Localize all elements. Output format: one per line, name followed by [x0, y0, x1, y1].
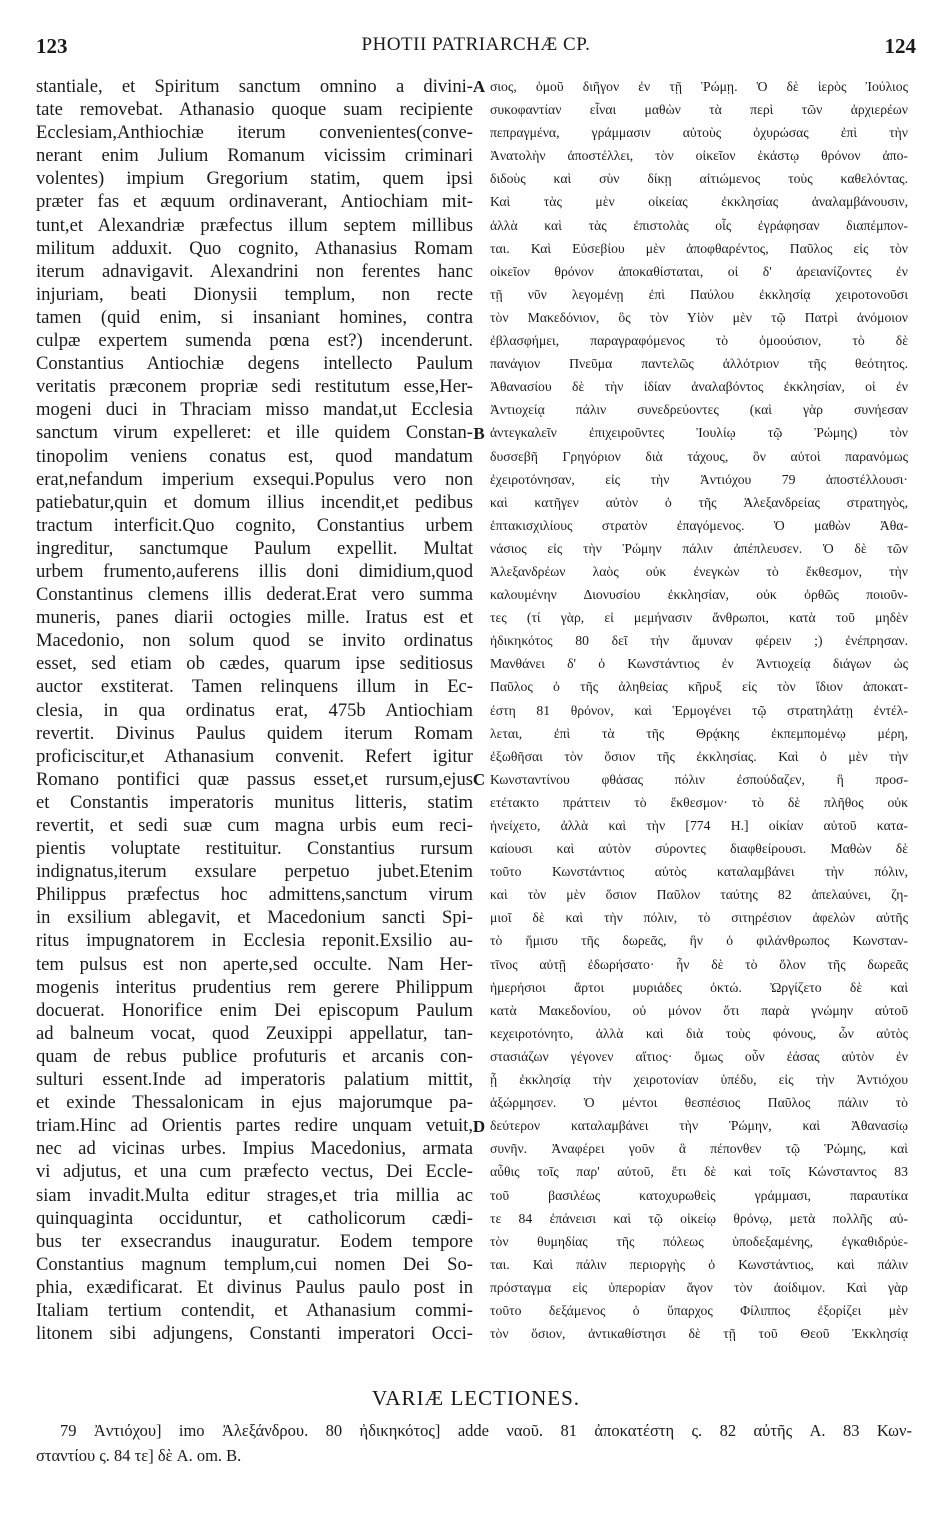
greek-text-line: Κωνσταντίνου φθάσας πόλιν ἐσπούδαζεν, ἣ προσ- — [490, 771, 908, 787]
greek-text-line: ται. Καὶ πάλιν περιοργὴς ὁ Κωνστάντιος, καὶ πάλιν — [490, 1256, 908, 1272]
latin-text-line: litonem sibi adjungens, Constanti imperatori Occi- — [36, 1323, 473, 1345]
greek-text-line: τῇ νῦν λεγομένῃ ἐπὶ Παύλου ἐκκλησίᾳ χειροτονοῦσι — [490, 286, 908, 302]
greek-text-line: αὖθις τοῖς παρ' αὐτοῦ, ἔτι δὲ καὶ τοῖς Κώνσταντος 83 — [490, 1164, 908, 1180]
margin-markers — [468, 0, 490, 1540]
greek-column — [490, 75, 908, 1345]
greek-text-line: νάσιος εἰς τὴν Ῥώμην πάλιν ἀπέπλευσεν. Ὁ δὲ τῶν — [490, 540, 908, 556]
latin-text-line: culpæ expertem sumenda pœna est?) incenderunt. — [36, 330, 473, 352]
latin-text-line: sanctum virum expelleret: et ille quidem Constan- — [36, 422, 473, 444]
latin-text-line: quinquaginta occiduntur, et catholicorum cædi- — [36, 1207, 473, 1229]
page-number-left: 123 — [36, 34, 68, 58]
latin-text-line: mogenis interitus prudentius rem gerere Philippum — [36, 976, 473, 998]
latin-text-line: phia, exædificarat. Et divinus Paulus paulo post in — [36, 1276, 473, 1298]
latin-text-line: siam invadit.Multa editur strages,et tria millia ac — [36, 1184, 473, 1206]
greek-text-line: οἰκεῖον θρόνον ἀποκαθίσταται, οἱ δ' ἀρειανίζοντες ἐν — [490, 263, 908, 279]
latin-text-line: sulturi essent.Inde ad imperatoris palatium mittit, — [36, 1069, 473, 1091]
variae-lectiones-notes — [36, 1418, 912, 1468]
latin-text-line: tamen (quid enim, si insaniant homines, contra — [36, 306, 473, 328]
latin-text-line: bus ter exsecrandus inauguratur. Eodem tempore — [36, 1230, 473, 1252]
latin-text-line: tate removebat. Athanasio quoque suam recipiente — [36, 99, 473, 121]
latin-text-line: tinopolim veniens conatus est, quod mandatum — [36, 445, 473, 467]
greek-text-line: ἐχειροτόνησαν, εἰς τὴν Ἀντιόχου 79 ἀποστέλλουσι· — [490, 471, 908, 487]
latin-text-line: ritus impugnatorem in Ecclesia reponit.Exsilio au- — [36, 930, 473, 952]
greek-text-line: Ἀντιοχείᾳ πάλιν συνεδρεύοντες (καὶ γὰρ συνήεσαν — [490, 402, 908, 418]
greek-text-line: ετέτακτο πράττειν τὸ ἔκθεσμον· τὸ δὲ πλῆθος οὐκ — [490, 794, 908, 810]
greek-text-line: καίουσι καὶ αὐτὸν σύροντες διαφθείρουσι. Μαθὼν δὲ — [490, 841, 908, 857]
greek-text-line: ἠνείχετο, ἀλλὰ καὶ τὴν [774 H.] οἰκίαν αὐτοῦ κατα- — [490, 818, 908, 833]
greek-text-line: κατὰ Μακεδονίου, οὐ μόνον ὅτι παρὰ γνώμην αὐτοῦ — [490, 1002, 908, 1018]
greek-text-line: ἐβλασφήμει, παραγραφόμενος τὸ ὁμοούσιον, τὸ δὲ — [490, 333, 908, 349]
variae-lectiones-title: VARIÆ LECTIONES. — [371, 1386, 581, 1410]
latin-text-line: militum adduxit. Quo cognito, Athanasius Romam — [36, 237, 473, 259]
latin-text-line: injuriam, beati Dionysii templum, non recte — [36, 283, 473, 305]
latin-text-line: pientis voluptate restituitur. Constantius rursum — [36, 838, 473, 860]
latin-text-line: mogeni duci in Thraciam misso mandat,ut Ecclesia — [36, 399, 473, 421]
greek-text-line: ἠδικηκότος 80 δεῖ τὴν ἄμυναν φέρειν ;) ἐνέπρησαν. — [490, 633, 908, 649]
latin-text-line: ad balneum vocat, quod Zeuxippi appellatur, tan- — [36, 1022, 473, 1044]
latin-text-line: triam.Hinc ad Orientis partes redire unquam vetuit, — [36, 1115, 473, 1137]
greek-text-line: στασιάζων γέγονεν αἴτιος· ὅμως οὖν ἐάσας αὐτὸν ἐν — [490, 1048, 908, 1064]
latin-text-line: muneris, panes diarii octogies mille. Iratus est et — [36, 607, 473, 629]
variant-note-line: 79 Ἀντιόχου] imo Ἀλεξάνδρου. 80 ἠδικηκότος] adde ναοῦ. 81 ἀποκατέστη ς. 82 αὐτῆς A. 83 Κων- — [60, 1421, 912, 1440]
greek-text-line: Ἀθανασίου δὲ τὴν ἰδίαν ἀναλαβόντος ἐκκλησίαν, οἱ ἐν — [490, 379, 908, 395]
section-marker: D — [472, 1116, 486, 1136]
greek-text-line: τε 84 ἐπάνεισι καὶ τῷ οἰκείῳ θρόνῳ, μετὰ πολλῆς αὐ- — [490, 1210, 908, 1226]
latin-text-line: revertit. Divinus Paulus quidem iterum Romam — [36, 722, 473, 744]
latin-text-line: Constantius Antiochiæ degens intellecto Paulum — [36, 353, 473, 375]
latin-text-line: et Constantis imperatoris munitus litteris, statim — [36, 791, 473, 813]
greek-text-line: τοῦτο Κωνστάντιος αὐτὸς καταλαμβάνει τὴν πόλιν, — [490, 864, 908, 880]
latin-text-line: Ecclesiam,Anthiochiæ iterum convenientes(conve- — [36, 122, 473, 144]
latin-text-line: Constantinus clemens illis dederat.Erat vero summa — [36, 584, 473, 606]
latin-text-line: tractum interficit.Quo cognito, Constantius urbem — [36, 514, 473, 536]
latin-text-line: proficiscitur,et Athanasium convenit. Refert igitur — [36, 745, 473, 767]
greek-text-line: τὸν ὅσιον, ἀντικαθίστησι δὲ τῇ τοῦ Θεοῦ Ἐκκλησίᾳ — [490, 1326, 908, 1342]
greek-text-line: διδοὺς καὶ σὺν δίκῃ αἰτιώμενος τοὺς καθελόντας. — [490, 171, 908, 187]
latin-text-line: veritatis præconem propriæ sedi restitutum esse,Her- — [36, 376, 473, 398]
greek-text-line: συκοφαντίαν εἶναι μαθὼν τὰ περὶ τῶν ἀρχιερέων — [490, 102, 908, 118]
greek-text-line: έστη 81 θρόνον, καὶ Ἑρμογένει τῷ στρατηλάτῃ ἐντέλ- — [490, 702, 908, 718]
greek-text-line: Ἀλεξανδρέων λαὸς οὐκ ἐνεγκὼν τὸ ἔκθεσμον, τὴν — [490, 563, 908, 579]
latin-text-line: quam de rebus publice profuturis et arcanis con- — [36, 1045, 473, 1067]
latin-text-line: Macedonio, non solum quod se invito ordinatus — [36, 630, 473, 652]
greek-text-line: συνῆν. Ἀναφέρει γοῦν ἃ πέπονθεν τῷ Ῥώμης, καὶ — [490, 1141, 908, 1157]
greek-text-line: πρόσταγμα εἰς ὑπερορίαν ἄγον τὸν ἀοίδιμον. Καὶ γὰρ — [490, 1279, 908, 1295]
latin-text-line: iterum adnavigavit. Alexandrini non ferentes hanc — [36, 260, 473, 282]
greek-text-line: ἀλλὰ καὶ τὰς ἐπιστολὰς οἷς ἐγράφησαν διαπέμπον- — [490, 217, 908, 233]
latin-text-line: nerant enim Julium Romanum vicissim criminari — [36, 145, 473, 167]
greek-text-line: τοῦ βασιλέως κατοχυρωθεὶς γράμμασι, παραυτίκα — [490, 1187, 908, 1203]
latin-text-line: stantiale, et Spiritum sanctum omnino a divini- — [36, 76, 473, 97]
latin-text-line: urbem frumento,auferens illis doni dimidium,quod — [36, 560, 473, 582]
greek-text-line: τὸν θυμηδίας τῆς πόλεως ὑποδεξαμένης, ἐγκαθιδρύε- — [490, 1233, 908, 1249]
greek-text-line: δεύτερον καταλαμβάνει τὴν Ῥώμην, καὶ Ἀθανασίῳ — [490, 1118, 908, 1134]
greek-text-line: λεται, ἐπὶ τὰ τῆς Θρᾴκης ἐκπεμπομένῳ μέρη, — [490, 725, 908, 741]
latin-text-line: et exinde Thessalonicam in ejus majorumque pa- — [36, 1092, 473, 1114]
latin-text-line: revertit, et sedi suæ cum magna urbis eum reci- — [36, 815, 473, 836]
greek-text-line: τῖνος αὐτῇ ἐδωρήσατο· ἦν δὲ τὸ ὅλον τῆς δωρεᾶς — [490, 956, 908, 972]
latin-text-line: docuerat. Honorifice enim Dei episcopum Paulum — [36, 999, 473, 1021]
greek-text-line: καὶ κατῆγεν αὐτὸν ὁ τῆς Ἀλεξανδρείας στρατηγὸς, — [490, 494, 908, 510]
greek-text-line: πανάγιον Πνεῦμα παντελῶς ἀλλότριον τῆς θεότητος. — [490, 356, 908, 372]
latin-text-line: tem pulsus est non aperte,sed occulte. Nam Her- — [36, 953, 473, 975]
latin-text-line: nec ad vicinas urbes. Impius Macedonius, armata — [36, 1138, 473, 1160]
greek-text-line: δυσσεβῆ Γρηγόριον διὰ τάχους, ὃν αὐτοὶ παρανόμως — [490, 448, 908, 464]
latin-text-line: esset, sed etiam ob cædes, quarum ipse seditiosus — [36, 653, 473, 675]
latin-text-line: Philippus præfectus hoc admittens,sanctum virum — [36, 884, 473, 906]
greek-text-line: τοῦτο δεξάμενος ὁ ὕπαρχος Φίλιππος ἐξορίζει μὲν — [490, 1302, 908, 1318]
latin-text-line: vi adjutus, et una cum præfecto vectus, Dei Eccle- — [36, 1161, 473, 1183]
greek-text-line: σιος, ὁμοῦ διῆγον ἐν τῇ Ῥώμῃ. Ὁ δὲ ἱερὸς Ἰούλιος — [490, 79, 908, 94]
greek-text-line: τὸ ἥμισυ τῆς δωρεᾶς, ἣν ὁ φιλάνθρωπος Κωνσταν- — [490, 933, 908, 949]
section-marker: A — [472, 77, 486, 96]
greek-text-line: ἑπτακισχιλίους στρατὸν ἐπαγόμενος. Ὁ μαθὼν Ἀθα- — [490, 517, 908, 533]
greek-text-line: καὶ τὸν μὲν ὅσιον Παῦλον ταύτης 82 ἀπελαύνει, ζη- — [490, 887, 908, 903]
greek-text-line: Καὶ τὰς μὲν οἰκείας ἐκκλησίας ἀναλαμβάνουσιν, — [490, 194, 908, 210]
latin-text-line: clesia, in qua ordinatus erat, 475b Antiochiam — [36, 699, 473, 721]
greek-text-line: μιοῖ δὲ καὶ τὴν πόλιν, τὸ σιτηρέσιον ἀφελὼν αὐτῆς — [490, 910, 908, 926]
latin-text-line: tunt,et Alexandriæ præfectus illum septem millibus — [36, 214, 473, 236]
latin-text-line: ingreditur, sanctumque Paulum expellit. Multat — [36, 537, 473, 559]
page-number-right: 124 — [884, 34, 916, 58]
latin-text-line: Italiam tertium contendit, et Athanasium commi- — [36, 1299, 473, 1321]
greek-text-line: Ἀνατολὴν ἀποστέλλει, τὸν οἰκεῖον ἑκάστῳ θρόνον ἀπο- — [490, 148, 908, 164]
latin-text-line: Constantius magnum templum,cui nomen Dei So- — [36, 1253, 473, 1275]
greek-text-line: ται. Καὶ Εὐσεβίου μὲν ἀποφθαρέντος, Παῦλος εἰς τὸν — [490, 240, 908, 256]
latin-text-line: in exsilium ablegavit, et Macedonium sancti Spi- — [36, 907, 473, 929]
greek-text-line: καλουμένην Διονυσίου ἐκκλησίαν, οὐκ ὀρθῶς ποιοῦν- — [490, 587, 908, 603]
section-marker: C — [472, 770, 486, 789]
latin-column — [36, 75, 473, 1345]
latin-text-line: Romano pontifici quæ passus esset,et rursum,ejus — [36, 768, 473, 790]
variant-note-line: σταντίου ς. 84 τε] δὲ A. om. B. — [36, 1446, 242, 1465]
greek-text-line: τὸν Μακεδόνιον, ὃς τὸν Υἱὸν μὲν τῷ Πατρὶ ἀνόμοιον — [490, 309, 908, 325]
greek-text-line: Μανθάνει δ' ὁ Κωνστάντιος ἐν Ἀντιοχείᾳ διάγων ὡς — [490, 656, 908, 672]
greek-text-line: τες (τί γὰρ, εἰ μεμήνασιν ἄνθρωποι, κατὰ τοῦ μηδὲν — [490, 610, 908, 626]
greek-text-line: ἡμερήσιοι ἄρτοι μυριάδες ὀκτώ. Ὠργίζετο δὲ καὶ — [490, 979, 908, 995]
latin-text-line: auctor exstiterat. Tamen relinquens illum in Ec- — [36, 676, 473, 698]
running-title: PHOTII PATRIARCHÆ CP. — [361, 34, 591, 55]
latin-text-line: indignatus,iterum exsulare perpetuo jubet.Etenim — [36, 861, 473, 883]
greek-text-line: ἀξώρμησεν. Ὁ μέντοι θεσπέσιος Παῦλος πάλιν τὸ — [490, 1095, 908, 1111]
latin-text-line: patiebatur,quin et domum illius incendit,et pedibus — [36, 491, 473, 513]
latin-text-line: præter fas et æquum ordinaverant, Antiochiam mit- — [36, 191, 473, 213]
greek-text-line: ἀντεγκαλεῖν ἐπιχειροῦντες Ἰουλίῳ τῷ Ῥώμης) τὸν — [490, 425, 908, 441]
section-marker: B — [473, 423, 485, 443]
greek-text-line: ἐξωθῆσαι τὸν ὅσιον τῆς ἐκκλησίας. Καὶ ὁ μὲν τὴν — [490, 748, 908, 764]
greek-text-line: πεπραγμένα, γράμμασιν αὐτοὺς ὀχυρώσας ἐπὶ τὴν — [490, 125, 908, 141]
greek-text-line: ᾗ ἐκκλησίᾳ τὴν χειροτονίαν ὑπέδυ, εἰς τὴν Ἀντιόχου — [490, 1072, 908, 1088]
greek-text-line: κεχειροτόνητο, ἀλλὰ καὶ διὰ τοὺς φόνους, ὧν αὐτὸς — [490, 1025, 908, 1041]
latin-text-line: volentes) impium Gregorium statim, quem ipsi — [36, 168, 473, 190]
latin-text-line: erat,nefandum imperium exsequi.Populus vero non — [36, 468, 473, 490]
greek-text-line: Παῦλος ὁ τῆς ἀληθείας κῆρυξ εἰς τὸν ἴδιον ἀποκατ- — [490, 679, 908, 695]
